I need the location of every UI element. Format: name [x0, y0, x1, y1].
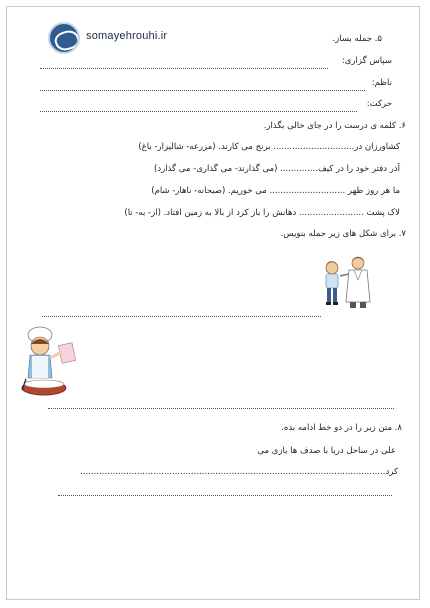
- q5-answer-line-3[interactable]: [40, 111, 357, 112]
- q6-title: ۶. کلمه ی درست را در جای خالی بگذار.: [263, 121, 406, 131]
- q5-answer-line-1[interactable]: [40, 68, 328, 69]
- q5-item-1: سپاس گزاری:: [341, 56, 392, 66]
- q6-sentence-4: لاک پشت ........................ دهانش را باز کرد از بالا به زمین افتاد. (از- به- تا): [124, 208, 400, 218]
- q8-answer-line[interactable]: [58, 495, 392, 496]
- q5-item-3: حرکت:: [366, 99, 392, 109]
- q7-title: ۷. برای شکل های زیر جمله بنویس.: [280, 229, 406, 239]
- q5-title: ۵. جمله بساز.: [332, 34, 382, 44]
- q6-sentence-3: ما هر روز ظهر ............................ می خوریم. (صبحانه- ناهار- شام): [151, 186, 400, 196]
- site-name: somayehrouhi.ir: [86, 30, 168, 42]
- q6-sentence-2: آذر دفتر خود را در کیف.............. (می گذارند- می گذاری- می گذارد): [154, 164, 400, 174]
- q8-line-2: کرد.................................................................................................................: [80, 467, 398, 477]
- q6-sentence-1: کشاورزان در.............................. برنج می کارند. (مزرعه- شالیزار- باغ): [138, 142, 400, 152]
- q8-line-1: علی در ساحل دریا با صدف ها بازی می: [257, 446, 396, 456]
- q5-item-2: ناظم:: [371, 78, 392, 88]
- q8-title: ۸. متن زیر را در دو خط ادامه بده.: [281, 423, 402, 433]
- doctor-and-child-illustration: [318, 250, 380, 312]
- q5-answer-line-2[interactable]: [40, 90, 365, 91]
- cook-girl-illustration: [16, 322, 80, 398]
- site-logo-icon: [48, 22, 80, 54]
- q7-answer-line-1[interactable]: [42, 316, 321, 317]
- q7-answer-line-2[interactable]: [48, 408, 394, 409]
